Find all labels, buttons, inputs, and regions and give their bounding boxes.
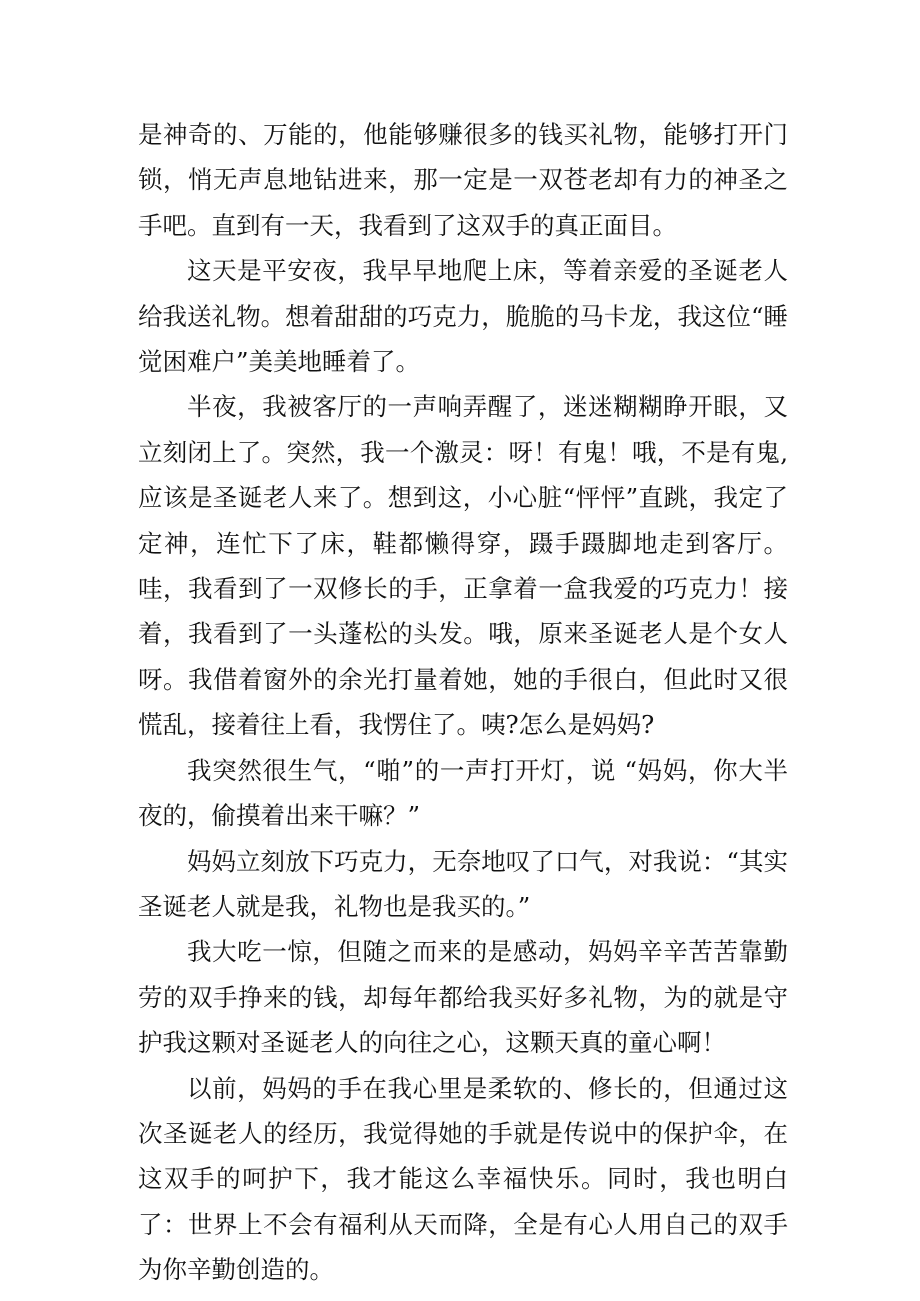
paragraph-continued: 是神奇的、万能的，他能够赚很多的钱买礼物，能够打开门锁，悄无声息地钻进来，那一定是一双苍老却有力的神圣之手吧。直到有一天，我看到了这双手的真正面目。 [138,120,788,240]
paragraph: 我大吃一惊，但随之而来的是感动，妈妈辛辛苦苦靠勤劳的双手挣来的钱，却每年都给我买好多礼物，为的就是守护我这颗对圣诞老人的向往之心，这颗天真的童心啊！ [138,937,788,1058]
paragraph: 妈妈立刻放下巧克力，无奈地叹了口气，对我说：“其实圣诞老人就是我，礼物也是我买的。” [138,846,788,921]
paragraph: 以前，妈妈的手在我心里是柔软的、修长的，但通过这次圣诞老人的经历，我觉得她的手就是传说中的保护伞，在这双手的呵护下，我才能这么幸福快乐。同时，我也明白了：世界上不会有福利从天而降，全是有心人用自己的双手为你辛勤创造的。 [138,1073,788,1285]
paragraph: 这天是平安夜，我早早地爬上床，等着亲爱的圣诞老人给我送礼物。想着甜甜的巧克力，脆脆的马卡龙，我这位“睡觉困难户”美美地睡着了。 [138,256,788,377]
essay-body [138,112,788,1293]
paragraph: 半夜，我被客厅的一声响弄醒了，迷迷糊糊睁开眼，又立刻闭上了。突然，我一个激灵：呀！有鬼！哦，不是有鬼,应该是圣诞老人来了。想到这，小心脏“怦怦”直跳，我定了定神，连忙下了床，鞋都懒得穿，蹑手蹑脚地走到客厅。哇，我看到了一双修长的手，正拿着一盒我爱的巧克力！接着，我看到了一头蓬松的头发。哦，原来圣诞老人是个女人呀。我借着窗外的余光打量着她，她的手很白，但此时又很慌乱，接着往上看，我愣住了。咦?怎么是妈妈? [138,392,788,740]
paragraph: 我突然很生气，“啪”的一声打开灯，说 “妈妈，你大半夜的，偷摸着出来干嘛？” [138,755,788,831]
